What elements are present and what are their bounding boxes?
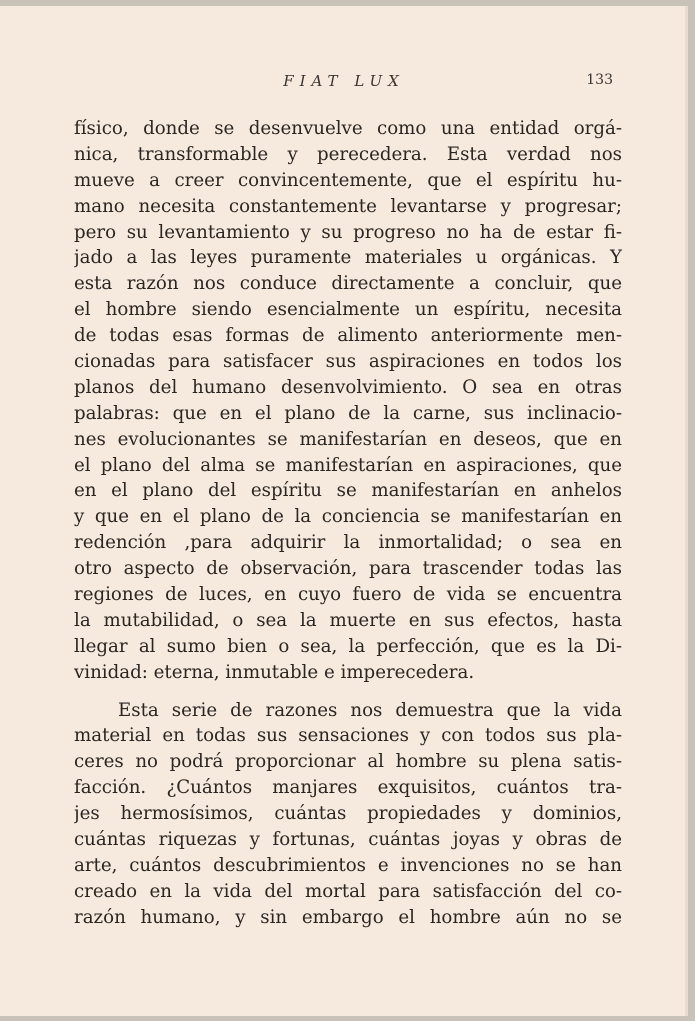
text-line: y que en el plano de la conciencia se manifestarían en — [74, 506, 622, 528]
body-text — [74, 116, 622, 931]
text-line: el plano del alma se manifestarían en aspiraciones, que — [74, 454, 622, 476]
text-line: llegar al sumo bien o sea, la perfección, que es la Di- — [74, 635, 622, 657]
text-line: ceres no podrá proporcionar al hombre su plena satis- — [74, 751, 622, 773]
text-line: creado en la vida del mortal para satisfacción del co- — [74, 880, 622, 902]
text-line: jado a las leyes puramente materiales u orgánicas. Y — [74, 247, 622, 269]
text-line: en el plano del espíritu se manifestarían en anhelos — [74, 480, 622, 502]
paragraph-1 — [74, 116, 622, 686]
text-line: esta razón nos conduce directamente a concluir, que — [74, 273, 622, 295]
text-line: Esta serie de razones nos demuestra que la vida — [118, 699, 622, 721]
text-line: mueve a creer convincentemente, que el espíritu hu- — [74, 169, 622, 191]
page-number: 133 — [586, 72, 613, 88]
text-line: vinidad: eterna, inmutable e imperecedera. — [74, 661, 475, 683]
text-line: facción. ¿Cuántos manjares exquisitos, cuántos tra- — [74, 777, 622, 799]
text-line: nes evolucionantes se manifestarían en deseos, que en — [74, 428, 622, 450]
page-header — [0, 72, 685, 96]
text-line: nica, transformable y perecedera. Esta verdad nos — [74, 143, 622, 165]
text-line: jes hermosísimos, cuántas propiedades y dominios, — [74, 803, 622, 825]
text-line: razón humano, y sin embargo el hombre aún no se — [74, 906, 622, 928]
text-line: palabras: que en el plano de la carne, sus inclinacio- — [74, 402, 622, 424]
book-page — [0, 6, 688, 1016]
running-title: FIAT LUX — [283, 72, 405, 90]
paragraph-gap — [74, 686, 622, 698]
text-line: regiones de luces, en cuyo fuero de vida se encuentra — [74, 584, 622, 606]
text-line: físico, donde se desenvuelve como una entidad orgá- — [74, 118, 622, 139]
text-line: planos del humano desenvolvimiento. O sea en otras — [74, 376, 622, 398]
text-line: el hombre siendo esencialmente un espíritu, necesita — [74, 299, 622, 321]
text-line: pero su levantamiento y su progreso no ha de estar fi- — [74, 221, 622, 243]
text-line: arte, cuántos descubrimientos e invenciones no se han — [74, 854, 622, 876]
text-line: otro aspecto de observación, para trascender todas las — [74, 558, 622, 580]
text-line: de todas esas formas de alimento anteriormente men- — [74, 325, 622, 347]
text-line: material en todas sus sensaciones y con todos sus pla- — [74, 725, 622, 747]
text-line: mano necesita constantemente levantarse y progresar; — [74, 195, 622, 217]
paragraph-2 — [74, 698, 622, 931]
text-line: cuántas riquezas y fortunas, cuántas joyas y obras de — [74, 829, 622, 851]
text-line: cionadas para satisfacer sus aspiraciones en todos los — [74, 351, 622, 373]
text-line: la mutabilidad, o sea la muerte en sus efectos, hasta — [74, 609, 622, 631]
text-line: redención ,para adquirir la inmortalidad; o sea en — [74, 532, 622, 554]
